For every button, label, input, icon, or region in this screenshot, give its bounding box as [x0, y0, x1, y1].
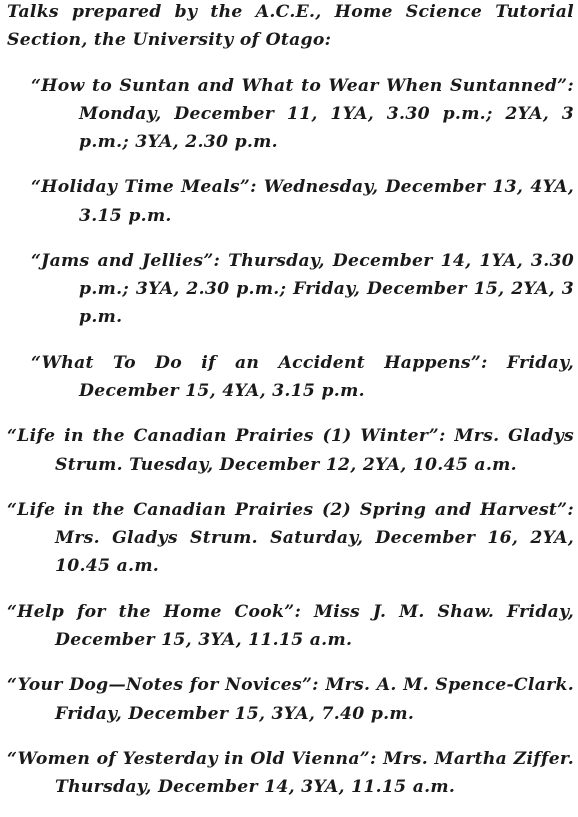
talk-entry-prairies-winter: “Life in the Canadian Prairies (1) Winter”: Mrs. Gladys Strum. Tuesday, December 12, 2YA, 10.45 a.m.	[7, 426, 574, 475]
ace-talks-list	[0, 72, 574, 406]
talk-entry-your-dog: “Your Dog—Notes for Novices”: Mrs. A. M. Spence-Clark. Friday, December 15, 3YA, 7.40 p.m.	[7, 675, 574, 724]
talk-entry-accident: “What To Do if an Accident Happens”: Friday, December 15, 4YA, 3.15 p.m.	[31, 352, 574, 401]
talk-entry-old-vienna: “Women of Yesterday in Old Vienna”: Mrs. Martha Ziffer. Thursday, December 14, 3YA, 11.15 a.m.	[7, 748, 574, 798]
talk-entry-holiday-meals: “Holiday Time Meals”: Wednesday, December 13, 4YA, 3.15 p.m.	[31, 177, 574, 226]
talk-entry-suntan: “How to Suntan and What to Wear When Suntanned”: Monday, December 11, 1YA, 3.30 p.m.; 2YA, 3 p.m.; 3YA, 2.30 p.m.	[31, 75, 574, 152]
talk-entry-jams-jellies: “Jams and Jellies”: Thursday, December 14, 1YA, 3.30 p.m.; 3YA, 2.30 p.m.; Friday, December 15, 2YA, 3 p.m.	[31, 250, 574, 328]
talk-entry-home-cook: “Help for the Home Cook”: Miss J. M. Shaw. Friday, December 15, 3YA, 11.15 a.m.	[7, 601, 574, 650]
talk-entry-prairies-spring: “Life in the Canadian Prairies (2) Spring and Harvest”: Mrs. Gladys Strum. Saturday, December 16, 2YA, 10.45 a.m.	[7, 499, 574, 577]
intro-paragraph: Talks prepared by the A.C.E., Home Science Tutorial Section, the University of Otago:	[7, 2, 574, 51]
other-talks-list	[0, 422, 574, 801]
